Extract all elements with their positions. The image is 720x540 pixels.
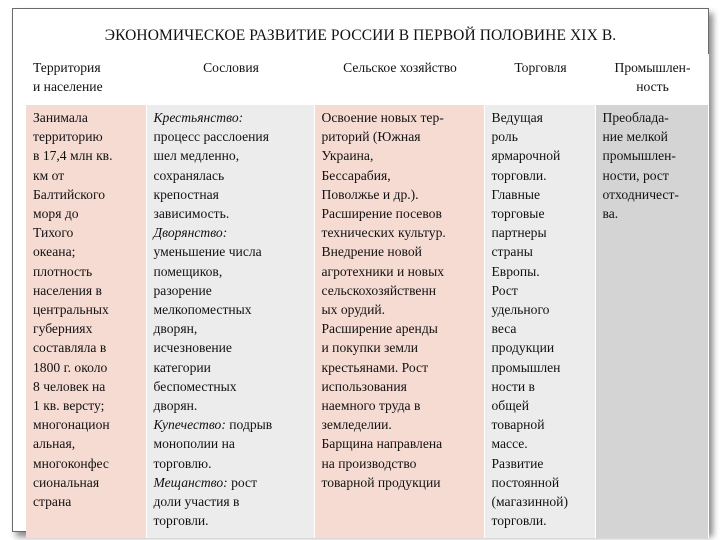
territory-line: 1800 г. около <box>33 359 108 375</box>
agriculture-line: товарной продукции <box>321 474 441 490</box>
territory-line: сиональная <box>33 474 100 490</box>
estates-line <box>154 108 309 127</box>
territory-line: альная, <box>33 436 76 452</box>
cell-industry <box>595 105 708 538</box>
trade-line: Развитие <box>491 455 544 471</box>
agriculture-line: риторий (Южная <box>321 129 421 145</box>
trade-line: Европы. <box>491 263 540 279</box>
estates-line <box>154 338 309 357</box>
estates-line <box>154 434 309 453</box>
estates-line <box>154 454 309 473</box>
territory-line: многоконфес <box>33 455 109 471</box>
estate-label: Купечество: <box>153 417 226 433</box>
trade-line: веса <box>491 321 517 337</box>
agriculture-line: крестьянами. Рост <box>321 359 429 375</box>
agriculture-line: Освоение новых тер- <box>321 110 444 125</box>
agriculture-line: агротехники и новых <box>321 263 445 279</box>
territory-line: 1 кв. версту; <box>33 398 105 414</box>
agriculture-line: использования <box>321 378 407 394</box>
industry-line: промышлен- <box>602 148 676 164</box>
agriculture-line: и покупки земли <box>321 340 419 356</box>
header-agriculture <box>314 54 484 105</box>
industry-line: отходничест- <box>602 186 679 202</box>
estate-text: рост <box>227 474 258 490</box>
estates-line <box>154 415 309 434</box>
estates-line <box>154 396 309 415</box>
estates-line <box>154 377 309 396</box>
estate-text: зависимость. <box>153 206 230 222</box>
estate-text: беспоместных <box>153 378 237 394</box>
header-line: Промышлен- <box>614 60 691 75</box>
header-line: и население <box>33 79 103 95</box>
header-line: Сословия <box>203 60 259 75</box>
trade-line: (магазинной) <box>491 494 568 510</box>
industry-line: ва. <box>602 206 619 222</box>
table-header-row <box>26 54 708 105</box>
territory-line: населения в <box>33 282 102 298</box>
trade-line: промышлен <box>491 359 561 375</box>
territory-line: территорию <box>33 129 103 145</box>
estates-line <box>154 185 309 204</box>
trade-line: торговые <box>491 206 545 222</box>
header-line: Торговля <box>514 60 567 75</box>
territory-line: многонацион <box>33 417 110 433</box>
agriculture-line: ых орудий. <box>321 302 386 318</box>
industry-line: Преоблада- <box>602 110 669 125</box>
estates-line <box>154 262 309 281</box>
header-territory <box>26 54 146 105</box>
slide-frame <box>12 8 709 532</box>
agriculture-line: Украина, <box>321 148 374 164</box>
agriculture-line: Поволжье и др.). <box>321 186 419 202</box>
estates-line <box>154 127 309 146</box>
territory-line: Тихого <box>33 225 74 241</box>
estates-line <box>154 473 309 492</box>
agriculture-line: на производство <box>321 455 417 471</box>
cell-agriculture <box>314 105 484 538</box>
territory-line: в 17,4 млн кв. <box>33 148 113 164</box>
agriculture-line: Бессарабия, <box>321 167 391 183</box>
trade-line: массе. <box>491 436 528 452</box>
estate-text: сохранялась <box>153 167 225 183</box>
trade-line: Главные <box>491 186 541 202</box>
estates-line <box>154 223 309 242</box>
territory-line: 8 человек на <box>33 378 106 394</box>
trade-line: постоянной <box>491 474 560 490</box>
territory-line: плотность <box>33 263 93 279</box>
cell-trade <box>484 105 595 538</box>
estates-line <box>154 204 309 223</box>
table-row <box>26 105 708 538</box>
estate-text: мелкопоместных <box>153 302 252 318</box>
estates-line <box>154 492 309 511</box>
territory-line: страна <box>33 494 72 510</box>
trade-line: общей <box>491 398 529 414</box>
estates-line <box>154 242 309 261</box>
estates-line <box>154 146 309 165</box>
estate-text: шел медленно, <box>153 148 240 164</box>
header-trade <box>484 54 595 105</box>
estate-label: Крестьянство: <box>153 110 244 125</box>
agriculture-line: наемного труда в <box>321 398 421 414</box>
trade-line: страны <box>491 244 533 260</box>
estate-text: монополии на <box>153 436 235 452</box>
cell-estates <box>146 105 314 538</box>
header-industry <box>595 54 708 105</box>
trade-line: роль <box>491 129 518 145</box>
estate-text: крепостная <box>153 186 219 202</box>
header-estates <box>146 54 314 105</box>
agriculture-line: Расширение аренды <box>321 321 438 337</box>
trade-line: ярмарочной <box>491 148 561 164</box>
trade-line: продукции <box>491 340 555 356</box>
estate-text: торговли. <box>153 513 209 529</box>
trade-line: удельного <box>491 302 550 318</box>
territory-line: Балтийского <box>33 186 106 202</box>
estate-text: подрыв <box>225 417 273 433</box>
trade-line: Ведущая <box>491 110 543 125</box>
estate-text: категории <box>153 359 211 375</box>
estate-label: Дворянство: <box>153 225 228 241</box>
industry-line: ние мелкой <box>602 129 668 145</box>
agriculture-line: технических культур. <box>321 225 446 241</box>
territory-line: океана; <box>33 244 76 260</box>
territory-line: моря до <box>33 206 79 222</box>
estates-line <box>154 358 309 377</box>
estates-line <box>154 511 309 530</box>
estates-line <box>154 319 309 338</box>
territory-line: центральных <box>33 302 109 318</box>
trade-line: партнеры <box>491 225 547 241</box>
trade-line: торговли. <box>491 167 547 183</box>
trade-line: товарной <box>491 417 545 433</box>
estates-line <box>154 281 309 300</box>
header-line: ность <box>636 79 669 95</box>
economy-table <box>26 54 709 538</box>
trade-line: торговли. <box>491 513 547 529</box>
estate-text: исчезновение <box>153 340 232 356</box>
agriculture-line: Внедрение новой <box>321 244 422 260</box>
estate-text: торговлю. <box>153 455 212 471</box>
estate-text: дворян, <box>153 321 198 337</box>
estate-text: помещиков, <box>153 263 223 279</box>
trade-line: ности в <box>491 378 535 394</box>
estate-text: дворян. <box>153 398 198 414</box>
territory-line: км от <box>33 167 65 183</box>
territory-line: составляла в <box>33 340 107 356</box>
estate-label: Мещанство: <box>153 474 228 490</box>
header-line: Территория <box>33 60 101 75</box>
trade-line: Рост <box>491 282 518 298</box>
estate-text: уменьшение числа <box>153 244 262 260</box>
agriculture-line: Барщина направлена <box>321 436 443 452</box>
territory-line: Занимала <box>33 110 88 125</box>
estates-line <box>154 300 309 319</box>
page-title: ЭКОНОМИЧЕСКОЕ РАЗВИТИЕ РОССИИ В ПЕРВОЙ ПОЛОВИНЕ XIX В. <box>104 27 617 44</box>
cell-territory <box>26 105 146 538</box>
header-line: Сельское хозяйство <box>343 60 457 75</box>
estate-text: разорение <box>153 282 212 298</box>
estate-text: процесс расслоения <box>153 129 269 145</box>
estates-line <box>154 166 309 185</box>
industry-line: ности, рост <box>602 167 669 183</box>
agriculture-line: Расширение посевов <box>321 206 442 222</box>
territory-line: губерниях <box>33 321 93 337</box>
agriculture-line: земледелии. <box>321 417 392 433</box>
estate-text: доли участия в <box>153 494 240 510</box>
agriculture-line: сельскохозяйственн <box>321 282 436 298</box>
